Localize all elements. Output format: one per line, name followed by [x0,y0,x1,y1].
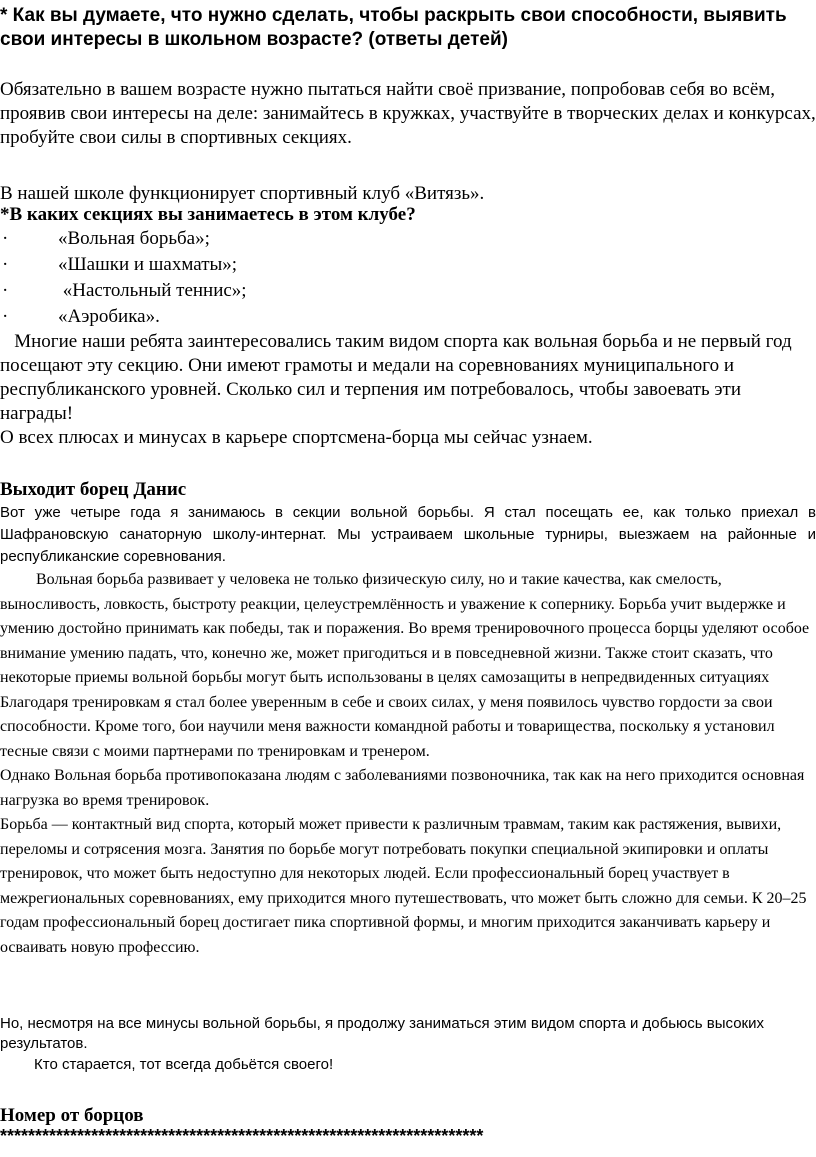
section-label: «Аэробика». [58,306,160,327]
bullet: · [2,306,9,327]
question-heading: * Как вы думаете, что нужно сделать, чтобы раскрыть свои способности, выявить свои интересы в школьном возрасте? (ответы детей) [0,5,787,50]
wrestler-intro: Вот уже четыре года я занимаюсь в секции вольной борьбы. Я стал посещать ее, как только приехал в Шафрановскую санаторную школу-интернат. Мы устраиваем школьные турниры, выезжаем на районные и республиканские соревнования. [0,504,816,565]
next-section-heading: Номер от борцов [0,1105,144,1126]
wrestler-conclusion: Но, несмотря на все минусы вольной борьбы, я продолжу заниматься этим видом спорта и добьюсь высоких результатов. [0,1015,764,1052]
wrestler-motto: Кто старается, тот всегда добьётся своего! [34,1056,334,1073]
wrestler-heading: Выходит борец Данис [0,479,187,500]
club-paragraph: Многие наши ребята заинтересовались таким видом спорта как вольная борьба и не первый год посещают эту секцию. Они имеют грамоты и медали на соревнованиях муниципального и республиканского уровней. Сколько сил и терпения им потребовалось, чтобы завоевать эти награды! [0,331,797,424]
separator-line: ********************************************************************* [0,1126,484,1146]
bullet: · [2,228,9,249]
answer-paragraph: Обязательно в вашем возрасте нужно пытаться найти своё призвание, попробовав себя во всём, проявив свои интересы на деле: занимайтесь в кружках, участвуйте в творческих делах и конкурсах, пробуйте свои силы в спортивных секциях. [0,79,816,148]
section-label: «Шашки и шахматы»; [58,254,238,275]
paragraph-text: Вольная борьба развивает у человека не только физическую силу, но и такие качества, как смелость, выносливость, ловкость, быстроту реакции, целеустремлённость и уважение к сопернику. Борьба учит выдержке и умению достойно принимать как победы, так и поражения. Во время тренировочного процесса борцы уделяют особое внимание умению падать, что, конечно же, может пригодиться и в повседневной жизни. Также стоит сказать, что некоторые приемы вольной борьбы могут быть использованы в целях самозащиты в непредвиденных ситуациях [0,571,810,686]
bullet: · [2,254,9,275]
paragraph [0,568,816,691]
bullet: · [2,280,9,301]
section-label: «Вольная борьба»; [58,228,210,249]
club-question: *В каких секциях вы занимаетесь в этом клубе? [0,204,416,225]
section-label: «Настольный теннис»; [58,280,247,301]
paragraph: Благодаря тренировкам я стал более уверенным в себе и своих силах, у меня появилось чувство гордости за свои способности. Кроме того, бои научили меня важности командной работы и товарищества, поскольку я установил тесные связи с моими партнерами по тренировкам и тренером. [0,693,775,760]
paragraph: Борьба — контактный вид спорта, который может привести к различным травмам, таким как растяжения, вывихи, переломы и сотрясения мозга. Занятия по борьбе могут потребовать покупки специальной экипировки и оплаты тренировок, что может быть недоступно для некоторых людей. Если профессиональный борец участвует в межрегиональных соревнованиях, ему приходится много путешествовать, что может быть сложно для семьи. К 20–25 годам профессиональный борец достигает пика спортивной формы, и многим приходится заканчивать карьеру и осваивать новую профессию. [0,816,807,956]
club-statement: В нашей школе функционирует спортивный клуб «Витязь». [0,183,485,204]
club-closing: О всех плюсах и минусах в карьере спортсмена-борца мы сейчас узнаем. [0,427,593,448]
paragraph: Однако Вольная борьба противопоказана людям с заболеваниями позвоночника, так как на него приходится основная нагрузка во время тренировок. [0,767,805,809]
wrestler-body [0,568,816,960]
